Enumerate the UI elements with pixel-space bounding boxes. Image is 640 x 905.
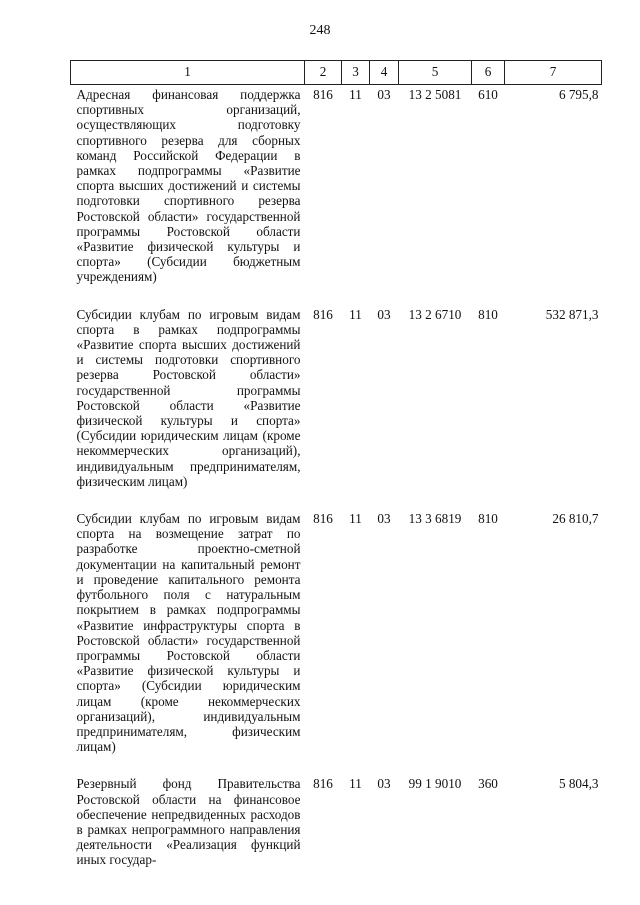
- row-section-code: 11: [349, 511, 362, 527]
- header-col-3: 3: [342, 61, 370, 85]
- budget-table: [70, 60, 602, 890]
- row-description: Адресная финансовая поддержка спортивных организаций, осуществляющих подготовку спортивного резерва для сборных команд Российской Федерации в рамках подпрограммы «Развитие спорта высших достижений и системы подготовки спортивного резерва Ростовской области» государственной программы Ростовской области «Развитие физической культуры и спорта» (Субсидии бюджетным учреждениям): [76, 87, 301, 285]
- header-row: [71, 61, 602, 85]
- row-section-code: 11: [349, 776, 362, 792]
- header-col-1: 1: [71, 61, 305, 85]
- table-row: [71, 511, 602, 776]
- row-target-code: 13 2 5081: [408, 87, 462, 102]
- row-subsection-code: 03: [377, 87, 391, 102]
- row-expense-type-code: 810: [478, 306, 498, 322]
- table-body: [71, 85, 602, 890]
- table-row: [71, 85, 602, 307]
- row-amount: 532 871,3: [545, 306, 599, 322]
- row-amount: 26 810,7: [552, 511, 599, 527]
- header-col-5: 5: [399, 61, 472, 85]
- row-ministry-code: 816: [313, 776, 333, 792]
- table-row: [71, 776, 602, 889]
- row-amount: 5 804,3: [558, 776, 599, 792]
- page-number: 248: [309, 23, 331, 38]
- table-row: [71, 307, 602, 511]
- row-description: Резервный фонд Правительства Ростовской области на финансовое обеспечение непредвиденных расходов в рамках непрограммного направления деятельности «Реализация функций иных государ-: [76, 776, 301, 868]
- row-description: Субсидии клубам по игровым видам спорта в рамках подпрограммы «Развитие спорта высших достижений и системы подготовки спортивного резерва Ростовской области» государственной программы Ростовской области «Развитие физической культуры и спорта» (Субсидии юридическим лицам (кроме некоммерческих организаций), индивидуальным предпринимателям, физическим лицам): [76, 306, 301, 489]
- header-col-2: 2: [305, 61, 342, 85]
- row-expense-type-code: 610: [478, 87, 498, 102]
- row-target-code: 13 3 6819: [408, 511, 462, 527]
- row-subsection-code: 03: [377, 776, 391, 792]
- row-target-code: 13 2 6710: [408, 306, 462, 322]
- header-col-4: 4: [370, 61, 399, 85]
- table-header: [71, 61, 602, 85]
- row-ministry-code: 816: [313, 511, 333, 527]
- row-ministry-code: 816: [313, 87, 333, 102]
- header-col-6: 6: [472, 61, 505, 85]
- row-expense-type-code: 360: [478, 776, 498, 792]
- header-col-7: 7: [505, 61, 602, 85]
- row-subsection-code: 03: [377, 511, 391, 527]
- row-ministry-code: 816: [313, 306, 333, 322]
- row-section-code: 11: [349, 87, 362, 102]
- row-subsection-code: 03: [377, 306, 391, 322]
- row-amount: 6 795,8: [558, 87, 599, 102]
- row-section-code: 11: [349, 306, 362, 322]
- row-target-code: 99 1 9010: [408, 776, 462, 792]
- row-description: Субсидии клубам по игровым видам спорта на возмещение затрат по разработке проектно-сметной документации на капитальный ремонт и проведение капитального ремонта футбольного поля с натуральным покрытием в рамках подпрограммы «Развитие инфраструктуры спорта в Ростовской области» государственной программы Ростовской области «Развитие физической культуры и спорта» (Субсидии юридическим лицам (кроме некоммерческих организаций), индивидуальным предпринимателям, физическим лицам): [76, 511, 301, 755]
- row-expense-type-code: 810: [478, 511, 498, 527]
